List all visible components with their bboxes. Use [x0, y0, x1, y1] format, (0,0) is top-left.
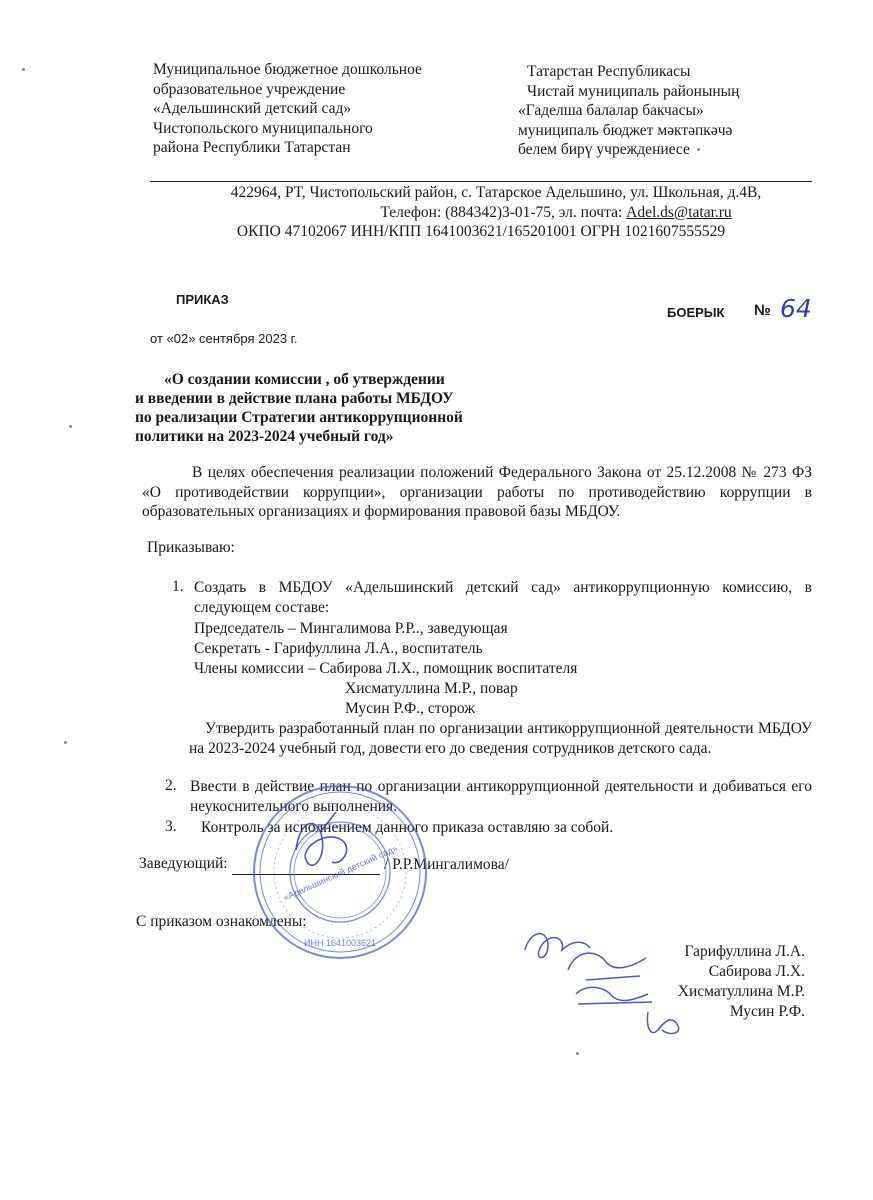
staff-signatures-icon [525, 934, 679, 1034]
head-signature-name: / Р.Р.Мингалимова/ [384, 856, 509, 873]
item-2-text: Ввести в действие план по организации антикоррупционной деятельности и добиваться его неукоснительного выполнения. [190, 778, 812, 815]
item-number: 1. [172, 578, 184, 595]
email-link[interactable]: Adel.ds@tatar.ru [626, 203, 732, 221]
order-date: от «02» сентября 2023 г. [150, 331, 298, 346]
header-right-line: Татарстан Республикасы [527, 63, 691, 80]
subject-line: политики на 2023-2024 учебный год» [135, 428, 394, 445]
scan-speck [576, 1052, 579, 1055]
header-right-line: «Гаделша балалар бакчасы» [518, 102, 704, 119]
header-left-line: «Адельшинский детский сад» [153, 100, 352, 117]
scan-speck [22, 68, 25, 71]
stamp-inn-text: ИНН 1641003621 [303, 938, 377, 948]
header-left-line: образовательное учреждение [153, 80, 346, 98]
staff-name: Мусин Р.Ф. [729, 1003, 805, 1020]
order-title-tt: БОЕРЫК [667, 305, 725, 320]
intro-paragraph: В целях обеспечения реализации положений Федерального Закона от 25.12.2008 № 273 ФЗ «О противодействии коррупции», организации работы по противодействию коррупции в образовательных организациях и формирования правовой базы МБДОУ. [142, 464, 812, 520]
order-number-label: № [754, 302, 771, 319]
header-left-line: Чистопольского муниципального [153, 119, 373, 137]
header-right-line: муниципаль бюджет мәктәпкәчә [518, 121, 733, 139]
staff-name: Хисматуллина М.Р. [677, 983, 805, 1000]
subject-line: по реализации Стратегии антикоррупционной [135, 409, 463, 426]
subject-line: и введении в действие плана работы МБДОУ [135, 390, 454, 407]
head-signature-label: Заведующий: [139, 855, 228, 872]
staff-name: Сабирова Л.Х. [708, 963, 805, 980]
commission-member: Хисматуллина М.Р., повар [345, 680, 518, 697]
stamp-center-text: «Адельшинский детский сад» [281, 843, 400, 903]
scan-speck [697, 148, 700, 151]
codes-line: ОКПО 47102067 ИНН/КПП 1641003621/165201001 ОГРН 1021607555529 [236, 223, 726, 240]
subject-line: «О создании комиссии , об утверждении [164, 371, 445, 388]
address-line: 422964, РТ, Чистопольский район, с. Татарское Адельшино, ул. Школьная, д.4В, [230, 184, 762, 201]
order-word: Приказываю: [147, 539, 235, 556]
commission-members: Члены комиссии – Сабирова Л.Х., помощник воспитателя [194, 660, 578, 677]
order-number-value: 64 [780, 294, 812, 323]
header-right-line: Чистай муниципаль районының [527, 82, 740, 100]
item-3-text: Контроль за исполнением данного приказа оставляю за собой. [201, 819, 614, 836]
item-number: 3. [165, 818, 177, 835]
item-number: 2. [165, 777, 177, 794]
commission-chair: Председатель – Мингалимова Р.Р.., заведующая [194, 620, 508, 637]
staff-name: Гарифуллина Л.А. [684, 943, 805, 960]
commission-secretary: Секретать - Гарифуллина Л.А., воспитатель [194, 640, 483, 657]
acquainted-label: С приказом ознакомлены: [136, 913, 307, 930]
phone-text: Телефон: (884342)3-01-75, эл. почта: [380, 203, 627, 221]
header-right-line: белем бирү учреждениесе [518, 141, 690, 158]
scan-speck [69, 425, 72, 428]
header-left-line: района Республики Татарстан [153, 139, 351, 156]
item-1-text: Создать в МБДОУ «Адельшинский детский сад» антикоррупционную комиссию, в следующем составе: [194, 579, 812, 616]
commission-member: Мусин Р.Ф., сторож [345, 700, 475, 717]
scan-speck [64, 741, 67, 744]
header-left-line: Муниципальное бюджетное дошкольное [153, 61, 422, 78]
order-title-ru: ПРИКАЗ [176, 292, 229, 307]
approve-plan-text: Утвердить разработанный план по организации антикоррупционной деятельности МБДОУ на 2023-2024 учебный год, довести его до сведения сотрудников детского сада. [189, 720, 812, 757]
